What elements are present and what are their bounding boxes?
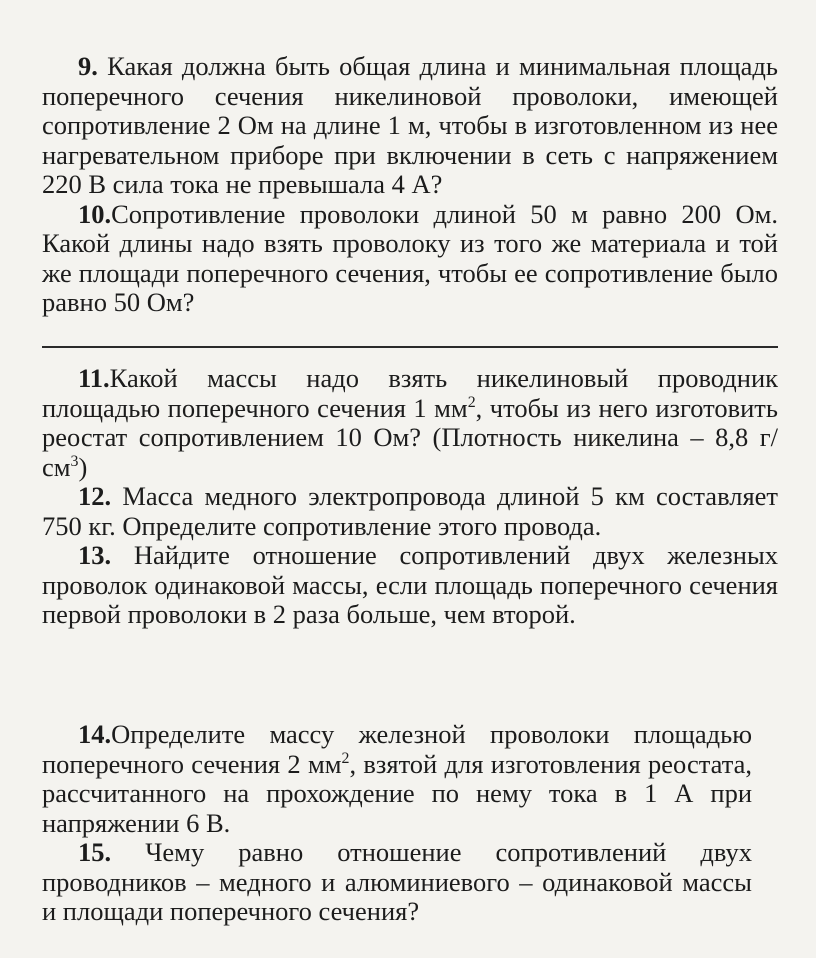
problem-13: [42, 541, 778, 630]
problem-12: [42, 482, 778, 541]
problem-text: Сопротивление проволоки длиной 50 м равно 200 Ом. Какой длины надо взять проволоку из того же материала и той же площади поперечного сечения, чтобы ее сопротивление было равно 50 Ом?: [42, 198, 778, 317]
problem-number: 11.: [78, 363, 110, 393]
problem-number: 9.: [78, 51, 98, 81]
problem-text: Найдите отношение сопротивлений двух железных проволок одинаковой массы, если площадь поперечного сечения первой проволоки в 2 раза больше, чем второй.: [42, 540, 778, 629]
problem-number: 12.: [78, 481, 112, 511]
section-divider: [42, 346, 778, 348]
problem-10: [42, 200, 778, 318]
problem-text: Определите массу железной проволоки площадью поперечного сечения 2 мм: [42, 719, 752, 779]
problem-number: 13.: [78, 540, 112, 570]
problem-11: [42, 364, 778, 482]
problem-number: 15.: [78, 837, 112, 867]
problem-text: ): [78, 451, 88, 482]
problem-text: Какая должна быть общая длина и минимальная площадь поперечного сечения никелиновой проволоки, имеющей сопротивление 2 Ом на длине 1 м, чтобы в изготовленном из нее нагревательном приборе при включении в сеть с напряжением 220 В сила тока не превышала 4 А?: [42, 51, 778, 199]
problem-text: Какой массы надо взять никелиновый проводник площадью поперечного сечения 1 мм: [42, 363, 778, 423]
problem-number: 10.: [78, 198, 112, 229]
problem-number: 14.: [78, 719, 112, 749]
problem-text: Чему равно отношение сопротивлений двух проводников – медного и алюминиевого – одинаковой массы и площади поперечного сечения?: [42, 837, 752, 926]
problem-15: [42, 838, 752, 927]
superscript: 2: [467, 393, 476, 411]
problems-block-bottom: [42, 720, 752, 927]
problems-block-middle: [42, 364, 778, 630]
superscript: 3: [70, 452, 79, 470]
problem-14: [42, 720, 752, 838]
problem-text: , чтобы из него изготовить реостат сопротивлением 10 Ом? (Плотность никелина – 8,8 г/см: [42, 392, 778, 482]
problem-9: [42, 52, 778, 200]
problem-text: , взятой для изготовления реостата, рассчитанного на прохождение по нему тока в 1 А при напряжении 6 В.: [42, 748, 752, 838]
problem-text: Масса медного электропровода длиной 5 км составляет 750 кг. Определите сопротивление этого провода.: [42, 481, 778, 541]
problems-block-top: [42, 52, 778, 318]
superscript: 2: [341, 749, 350, 767]
